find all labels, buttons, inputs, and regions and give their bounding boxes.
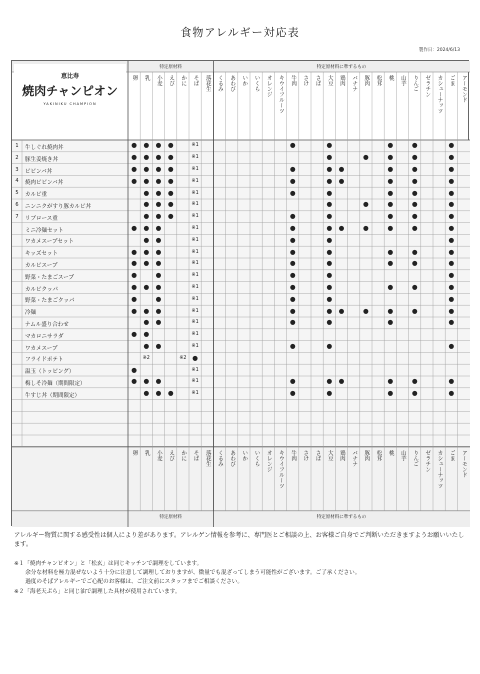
allergen-label-27: アーモンド — [460, 75, 467, 103]
allergen-mark: ● — [387, 259, 394, 268]
allergen-mark: ● — [289, 188, 296, 197]
allergen-mark: ● — [363, 306, 369, 315]
allergen-mark: ● — [326, 271, 333, 280]
dish-name: 牛しぐれ焼肉丼 — [25, 145, 64, 151]
allergen-mark: ● — [143, 342, 150, 350]
allergen-mark: ● — [387, 318, 394, 327]
allergen-mark: ※2 — [142, 355, 150, 361]
allergen-mark: ● — [289, 283, 296, 291]
allergen-label-13: 牛肉 — [290, 75, 297, 86]
allergen-mark: ● — [289, 259, 296, 268]
allergen-mark: ● — [155, 188, 162, 197]
allergen-mark: ※1 — [191, 344, 199, 349]
allergen-label-bottom-3: えび — [168, 449, 175, 461]
allergen-label-bottom-5: そば — [192, 449, 199, 461]
allergen-mark: ● — [155, 294, 162, 303]
allergen-mark: ● — [167, 153, 174, 162]
dish-name: ミニ冷麺セット — [25, 227, 64, 234]
allergy-table — [11, 60, 469, 526]
allergen-mark: ● — [289, 318, 296, 327]
allergen-label-bottom-20: 松茸 — [375, 449, 382, 461]
row-number: 6 — [15, 202, 19, 208]
allergen-mark: ● — [448, 389, 455, 398]
allergen-mark: ● — [167, 200, 174, 209]
allergen-mark: ● — [387, 283, 394, 291]
row-number: 7 — [15, 213, 19, 220]
allergen-label-22: 山芋 — [399, 75, 406, 86]
allergen-label-bottom-16: 大豆 — [326, 449, 333, 461]
allergen-mark: ● — [192, 353, 198, 362]
allergen-mark: ● — [387, 306, 394, 315]
allergen-mark: ● — [131, 306, 137, 315]
allergen-mark: ● — [387, 224, 394, 232]
allergen-mark: ● — [448, 306, 455, 315]
allergen-mark: ● — [326, 188, 333, 197]
allergen-mark: ● — [363, 153, 369, 162]
allergen-mark: ● — [143, 200, 150, 209]
footnote-1-cont2: 過度のそばアレルギーでご心配のお客様は、ご注文前にスタッフまでご相談ください。 — [14, 579, 243, 585]
allergen-mark: ※2 — [179, 355, 187, 361]
allergen-mark: ● — [155, 200, 162, 209]
row-number: 1 — [15, 143, 19, 149]
allergen-label-23: りんご — [412, 75, 419, 92]
allergen-mark: ● — [143, 224, 150, 232]
allergen-mark: ● — [411, 141, 418, 150]
allergen-mark: ● — [289, 141, 296, 150]
allergen-mark: ● — [411, 188, 418, 197]
allergen-mark: ※1 — [191, 178, 199, 184]
allergen-mark: ※1 — [191, 367, 199, 373]
allergen-mark: ● — [167, 165, 174, 173]
allergen-mark: ● — [143, 165, 150, 173]
allergen-label-18: バナナ — [351, 75, 358, 92]
allergen-label-bottom-2: 小麦 — [155, 449, 162, 461]
dish-name: 焼肉ビビンバ丼 — [25, 180, 64, 187]
allergen-label-bottom-14: さけ — [302, 449, 309, 461]
allergen-label-10: いくら — [253, 75, 260, 92]
allergen-label-bottom-17: 鶏肉 — [338, 449, 345, 461]
dish-name: カルビスープ — [25, 263, 58, 269]
allergen-mark: ● — [131, 141, 137, 150]
allergen-label-bottom-27: アーモンド — [460, 449, 467, 478]
allergen-mark: ● — [289, 342, 296, 350]
allergen-mark: ● — [143, 259, 150, 268]
allergen-mark: ※1 — [191, 190, 199, 196]
allergen-label-24: ゼラチン — [424, 75, 431, 97]
allergen-mark: ● — [411, 247, 418, 256]
dish-name: ニンニクがすり豚カルビ丼 — [25, 204, 92, 210]
allergen-mark: ● — [448, 176, 455, 185]
disclaimer-text: アレルギー物質に関する感受性は個人により差があります。アレルゲン情報を参考に、専門医とご相談の上、お客様ご自身でご判断いただきますようお願いいたします。 — [14, 532, 465, 548]
allergen-mark: ● — [155, 283, 162, 291]
allergen-mark: ● — [411, 212, 418, 221]
dish-name: 豚生姜焼き丼 — [25, 156, 59, 163]
allergen-mark: ● — [131, 377, 137, 386]
specified-header-top: 特定原材料 — [159, 65, 182, 70]
allergen-mark: ● — [143, 247, 150, 256]
allergen-mark: ● — [143, 306, 150, 315]
dish-name: カルビクッパ — [25, 286, 59, 293]
allergen-mark: ● — [155, 247, 162, 256]
dish-name: ワカメスープセット — [25, 239, 74, 246]
allergen-mark: ● — [143, 141, 150, 150]
specified-header-bottom: 特定原材料 — [159, 514, 182, 520]
allergen-mark: ● — [338, 306, 345, 315]
allergen-mark: ● — [167, 212, 174, 221]
allergen-mark: ● — [289, 294, 296, 303]
allergen-mark: ● — [167, 176, 174, 185]
row-number: 5 — [15, 190, 19, 197]
allergen-mark: ● — [289, 377, 296, 386]
logo-romaji: YAKINIKU CHAMPION — [43, 102, 97, 106]
allergen-mark: ● — [411, 200, 418, 209]
allergen-mark: ● — [167, 141, 174, 150]
allergen-mark: ● — [326, 306, 333, 315]
allergen-mark: ● — [338, 224, 345, 232]
allergen-mark: ● — [131, 330, 137, 339]
allergen-mark: ● — [155, 259, 162, 268]
allergen-mark: ● — [387, 200, 394, 209]
allergen-mark: ● — [326, 294, 333, 303]
allergen-mark: ※1 — [191, 237, 199, 243]
allergen-mark: ● — [155, 342, 162, 350]
allergen-mark: ● — [131, 176, 137, 185]
allergen-mark: ● — [155, 165, 162, 173]
allergen-mark: ● — [448, 318, 455, 327]
allergen-mark: ● — [326, 141, 333, 150]
allergen-mark: ● — [411, 224, 418, 232]
allergen-mark: ● — [411, 165, 418, 173]
allergen-mark: ● — [155, 212, 162, 221]
allergen-mark: ● — [387, 389, 394, 398]
allergen-mark: ● — [387, 141, 394, 150]
allergen-label-25: カシューナッツ — [436, 75, 443, 114]
allergen-label-17: 鶏肉 — [338, 75, 345, 86]
allergen-mark: ● — [289, 235, 296, 244]
dish-name: 冷麺 — [25, 310, 37, 317]
allergen-mark: ● — [131, 153, 137, 162]
allergen-label-bottom-1: 乳 — [143, 449, 150, 456]
allergen-mark: ● — [289, 306, 296, 315]
allergen-label-7: くるみ — [216, 75, 223, 92]
row-number: 3 — [15, 166, 19, 173]
allergen-mark: ● — [448, 259, 455, 268]
dish-name: カルビ重 — [25, 192, 48, 199]
allergen-mark: ● — [131, 165, 137, 173]
allergen-mark: ● — [448, 294, 455, 303]
allergen-mark: ● — [387, 153, 394, 162]
allergen-mark: ● — [448, 235, 455, 244]
allergen-mark: ● — [167, 188, 174, 197]
allergen-mark: ● — [448, 212, 455, 221]
allergen-label-26: ごま — [448, 75, 455, 86]
allergen-label-bottom-22: 山芋 — [399, 449, 406, 461]
allergen-mark: ● — [363, 224, 369, 232]
dish-name: 温玉（トッピング） — [25, 369, 75, 376]
allergen-mark: ● — [155, 389, 162, 398]
allergen-label-bottom-0: 卵 — [131, 449, 138, 456]
allergen-mark: ● — [387, 165, 394, 173]
allergen-mark: ● — [131, 294, 137, 303]
allergen-mark: ● — [448, 141, 455, 150]
page-title: 食物アレルギー対応表 — [180, 26, 300, 39]
allergen-label-bottom-19: 豚肉 — [363, 449, 370, 461]
allergen-label-19: 豚肉 — [363, 75, 370, 86]
allergen-label-4: かに — [180, 75, 187, 86]
dish-name: キッズセット — [25, 251, 58, 258]
allergen-mark: ● — [326, 176, 333, 185]
allergen-label-bottom-15: さば — [314, 449, 321, 461]
row-number: 4 — [15, 178, 19, 185]
allergen-mark: ● — [326, 165, 333, 173]
allergen-mark: ● — [448, 224, 455, 232]
production-date: 製作日：2024/6/13 — [418, 48, 460, 53]
allergen-mark: ● — [411, 153, 418, 162]
allergen-mark: ● — [155, 224, 162, 232]
allergen-mark: ● — [155, 306, 162, 315]
logo-brand-name: 焼肉チャンピオン — [22, 84, 118, 98]
logo-area-name: 恵比寿 — [60, 73, 79, 80]
allergen-mark: ● — [143, 283, 150, 291]
footnote-2: ※２「海老天ぷら」と同じ油で調理した具材が使用されています。 — [14, 589, 181, 595]
allergen-label-bottom-4: かに — [180, 449, 187, 461]
allergen-label-12: キウイフルーツ — [277, 75, 284, 114]
allergen-mark: ※1 — [191, 214, 199, 220]
allergen-mark: ※1 — [191, 261, 199, 267]
allergen-mark: ● — [143, 188, 150, 197]
allergen-label-bottom-8: あわび — [229, 449, 236, 467]
allergen-mark: ● — [448, 283, 455, 291]
allergen-mark: ● — [143, 176, 150, 185]
allergen-mark: ※1 — [191, 143, 199, 149]
allergen-mark: ● — [387, 247, 394, 256]
allergen-mark: ● — [411, 377, 418, 386]
allergen-mark: ● — [326, 283, 333, 291]
allergen-label-1: 乳 — [143, 75, 150, 81]
allergen-mark: ● — [448, 188, 455, 197]
allergen-mark: ● — [131, 283, 137, 291]
equivalent-header-bottom: 特定原材料に準ずるもの — [316, 514, 367, 520]
allergen-label-bottom-26: ごま — [448, 449, 455, 461]
allergen-mark: ● — [167, 389, 174, 398]
allergen-mark: ● — [289, 247, 296, 256]
allergen-mark: ● — [326, 153, 333, 162]
dish-name: ビビンバ丼 — [25, 168, 53, 175]
allergen-mark: ※1 — [191, 167, 199, 172]
footnote-1-cont: 余分な材料を極力混ぜないよう十分に注意して調理しておりますが、微量でも混ざってしまう可能性がございます。ご了承ください。 — [14, 570, 361, 576]
allergen-mark: ● — [387, 176, 394, 185]
allergen-mark: ● — [155, 141, 162, 150]
allergen-mark: ● — [155, 271, 162, 280]
allergen-mark: ● — [326, 377, 333, 386]
allergen-mark: ※1 — [191, 285, 199, 290]
dish-name: リブロース重 — [25, 215, 58, 222]
allergen-mark: ● — [363, 200, 369, 209]
allergen-label-bottom-25: カシューナッツ — [436, 449, 443, 489]
allergen-mark: ● — [326, 342, 333, 350]
allergen-mark: ● — [448, 165, 455, 173]
allergen-label-bottom-23: りんご — [412, 449, 419, 467]
allergen-mark: ● — [448, 271, 455, 280]
allergen-label-21: 桃 — [387, 75, 394, 81]
dish-name: フライドポテト — [25, 357, 64, 364]
allergen-mark: ● — [131, 224, 137, 232]
allergen-label-bottom-10: いくら — [253, 449, 260, 467]
dish-name: 野菜・たまごクッパ — [25, 298, 75, 305]
allergen-mark: ● — [411, 283, 418, 291]
allergen-label-bottom-24: ゼラチン — [424, 449, 431, 472]
allergen-mark: ● — [131, 259, 137, 268]
allergen-mark: ● — [338, 176, 345, 185]
allergen-label-5: そば — [192, 75, 199, 86]
allergen-mark: ● — [411, 176, 418, 185]
allergen-mark: ● — [155, 153, 162, 162]
allergen-mark: ● — [448, 377, 455, 386]
allergen-label-0: 卵 — [131, 75, 138, 81]
dish-name: 牛すじ丼（期間限定） — [25, 392, 81, 399]
allergen-label-11: オレンジ — [265, 75, 272, 97]
allergen-label-bottom-9: いか — [241, 449, 248, 461]
allergen-mark: ※1 — [191, 155, 199, 161]
allergen-label-2: 小麦 — [155, 75, 162, 86]
allergen-mark: ● — [143, 212, 150, 221]
allergen-mark: ● — [411, 389, 418, 398]
allergen-mark: ● — [143, 330, 150, 339]
allergen-mark: ※1 — [191, 273, 199, 279]
row-number: 2 — [15, 154, 19, 161]
allergen-mark: ● — [131, 271, 137, 280]
allergen-label-bottom-11: オレンジ — [265, 449, 272, 472]
allergen-mark: ● — [289, 212, 296, 221]
allergen-mark: ● — [289, 176, 296, 185]
allergen-mark: ● — [143, 235, 150, 244]
allergen-label-bottom-7: くるみ — [216, 449, 223, 467]
allergen-mark: ● — [155, 377, 162, 386]
allergen-label-bottom-12: キウイフルーツ — [277, 449, 284, 489]
allergen-mark: ● — [155, 318, 162, 327]
allergen-mark: ● — [448, 342, 455, 350]
allergen-mark: ● — [326, 235, 333, 244]
allergen-label-3: えび — [168, 75, 175, 86]
allergen-mark: ● — [326, 224, 333, 232]
equivalent-header-top: 特定原材料に準ずるもの — [316, 65, 367, 70]
allergen-label-bottom-13: 牛肉 — [290, 449, 297, 461]
allergen-mark: ● — [143, 389, 150, 398]
allergen-mark: ※1 — [191, 379, 199, 385]
allergen-label-9: いか — [241, 75, 248, 86]
allergen-mark: ● — [289, 165, 296, 173]
allergen-mark: ● — [387, 188, 394, 197]
allergen-mark: ※1 — [191, 226, 199, 231]
allergen-mark: ● — [326, 259, 333, 268]
allergen-label-bottom-21: 桃 — [387, 449, 394, 456]
allergen-label-15: さば — [314, 75, 321, 86]
allergen-mark: ※1 — [191, 296, 199, 302]
allergen-mark: ● — [326, 247, 333, 256]
dish-name: ワカメスープ — [25, 345, 58, 352]
allergen-mark: ● — [143, 153, 150, 162]
dish-name: マカロニサラダ — [25, 333, 64, 340]
allergen-label-14: さけ — [302, 75, 309, 86]
allergen-mark: ● — [131, 365, 137, 374]
restaurant-logo — [14, 64, 126, 134]
allergen-mark: ● — [143, 318, 150, 327]
allergen-mark: ● — [387, 377, 394, 386]
allergen-mark: ● — [326, 318, 333, 327]
allergen-mark: ● — [338, 377, 345, 386]
allergen-mark: ※1 — [191, 249, 199, 255]
dish-name: 梅しそ冷麺（期間限定） — [25, 381, 86, 387]
dish-name: ナムル盛り合わせ — [25, 322, 69, 328]
allergen-mark: ※1 — [191, 391, 199, 397]
allergen-mark: ● — [338, 165, 345, 173]
allergen-mark: ● — [155, 235, 162, 244]
allergen-mark: ● — [326, 389, 333, 398]
allergen-mark: ● — [448, 200, 455, 209]
allergen-mark: ※1 — [191, 202, 199, 208]
allergen-label-8: あわび — [229, 75, 236, 92]
allergen-mark: ● — [326, 200, 333, 209]
footnote-1: ※１「焼肉チャンピオン」と「松玄」は同じキッチンで調理をしています。 — [14, 561, 203, 567]
allergen-mark: ● — [289, 271, 296, 280]
allergen-mark: ● — [448, 247, 455, 256]
allergen-mark: ※1 — [191, 332, 199, 338]
allergen-mark: ● — [411, 306, 418, 315]
allergen-label-bottom-18: バナナ — [351, 449, 358, 467]
allergen-label-16: 大豆 — [326, 75, 333, 86]
allergen-mark: ● — [289, 224, 296, 232]
allergen-mark: ● — [289, 389, 296, 398]
allergen-mark: ● — [143, 377, 150, 386]
allergen-mark: ※1 — [191, 308, 199, 314]
allergen-mark: ● — [155, 176, 162, 185]
allergen-label-6: 落花生 — [204, 75, 211, 92]
allergen-mark: ● — [411, 259, 418, 268]
allergen-label-20: 松茸 — [375, 75, 382, 86]
dish-name: 野菜・たまごスープ — [25, 274, 74, 281]
allergen-mark: ● — [131, 247, 137, 256]
allergen-mark: ● — [387, 212, 394, 221]
allergen-mark: ※1 — [191, 320, 199, 326]
allergen-mark: ● — [326, 212, 333, 221]
allergen-label-bottom-6: 落花生 — [204, 449, 211, 467]
allergen-mark: ● — [448, 153, 455, 162]
